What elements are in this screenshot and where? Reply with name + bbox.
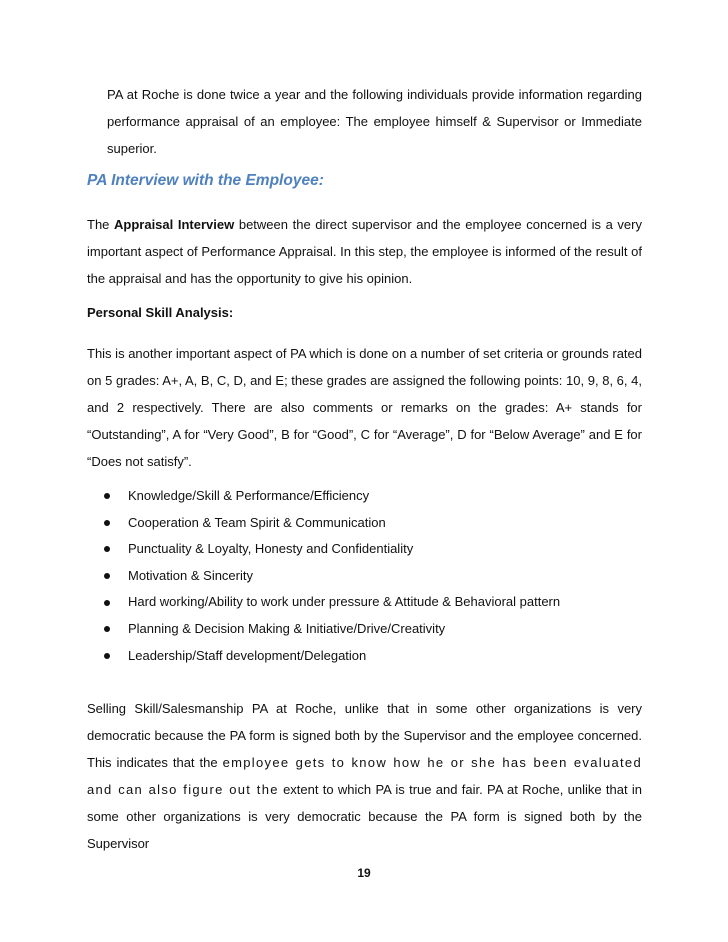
bullet-icon — [104, 600, 110, 606]
skill-paragraph: This is another important aspect of PA which is done on a number of set criteria or grounds rated on 5 grades: A+, A, B, C, D, and E; these grades are assigned the following points: 10, 9, 8, 6, 4, and 2 respectively. There are also comments or remarks on the grades: A+ stands for “Outstanding”, A for “Very Good”, B for “Good”, C for “Average”, D for “Below Average” and E for “Does not satisfy”. — [87, 346, 642, 469]
appraisal-interview-term: Appraisal Interview — [114, 217, 235, 232]
criteria-list — [97, 483, 560, 669]
interview-prefix: The — [87, 217, 115, 232]
list-item — [97, 510, 560, 537]
section-heading: PA Interview with the Employee: — [87, 172, 324, 189]
selling-paragraph — [87, 695, 642, 857]
interview-paragraph — [87, 211, 642, 292]
criteria-text: Knowledge/Skill & Performance/Efficiency — [128, 488, 370, 503]
list-item — [97, 616, 560, 643]
selling-part-1: Selling Skill/Salesmanship PA at Roche, unlike that in some other organizations is very democratic because the PA form is signed both by the Supervisor and the employee concerned. This indicates that the — [87, 701, 642, 770]
intro-paragraph: PA at Roche is done twice a year and the following individuals provide information regarding performance appraisal of an employee: The employee himself & Supervisor or Immediate superior. — [107, 87, 642, 156]
bullet-icon — [104, 520, 110, 526]
list-item — [97, 589, 560, 616]
selling-part-2: extent to which PA is true and fair. PA at Roche, unlike that in some other organizations is very democratic because the PA form is signed both by the Supervisor — [87, 782, 642, 851]
criteria-text: Motivation & Sincerity — [128, 567, 253, 583]
list-item — [97, 643, 560, 670]
page-number: 19 — [357, 866, 371, 880]
list-item — [97, 563, 560, 590]
criteria-text: Cooperation & Team Spirit & Communication — [128, 514, 386, 530]
list-item — [97, 483, 560, 510]
list-item — [97, 536, 560, 563]
bullet-icon — [104, 493, 110, 499]
bullet-icon — [104, 626, 110, 632]
criteria-text: Hard working/Ability to work under pressure & Attitude & Behavioral pattern — [128, 594, 561, 610]
bullet-icon — [104, 546, 110, 552]
criteria-text: Punctuality & Loyalty, Honesty and Confidentiality — [128, 541, 414, 557]
criteria-text: Planning & Decision Making & Initiative/Drive/Creativity — [128, 620, 446, 636]
bullet-icon — [104, 573, 110, 579]
interview-rest: between the direct supervisor and the employee concerned is a very important aspect of Performance Appraisal. In this step, the employee is informed of the result of the appraisal and has the opportunity to give his opinion. — [87, 217, 642, 286]
skill-analysis-subheading: Personal Skill Analysis: — [87, 305, 234, 320]
bullet-icon — [104, 653, 110, 659]
criteria-text: Leadership/Staff development/Delegation — [128, 647, 367, 663]
selling-spaced-text: employee gets to know how he or she has been evaluated and can also figure out the — [87, 755, 642, 797]
